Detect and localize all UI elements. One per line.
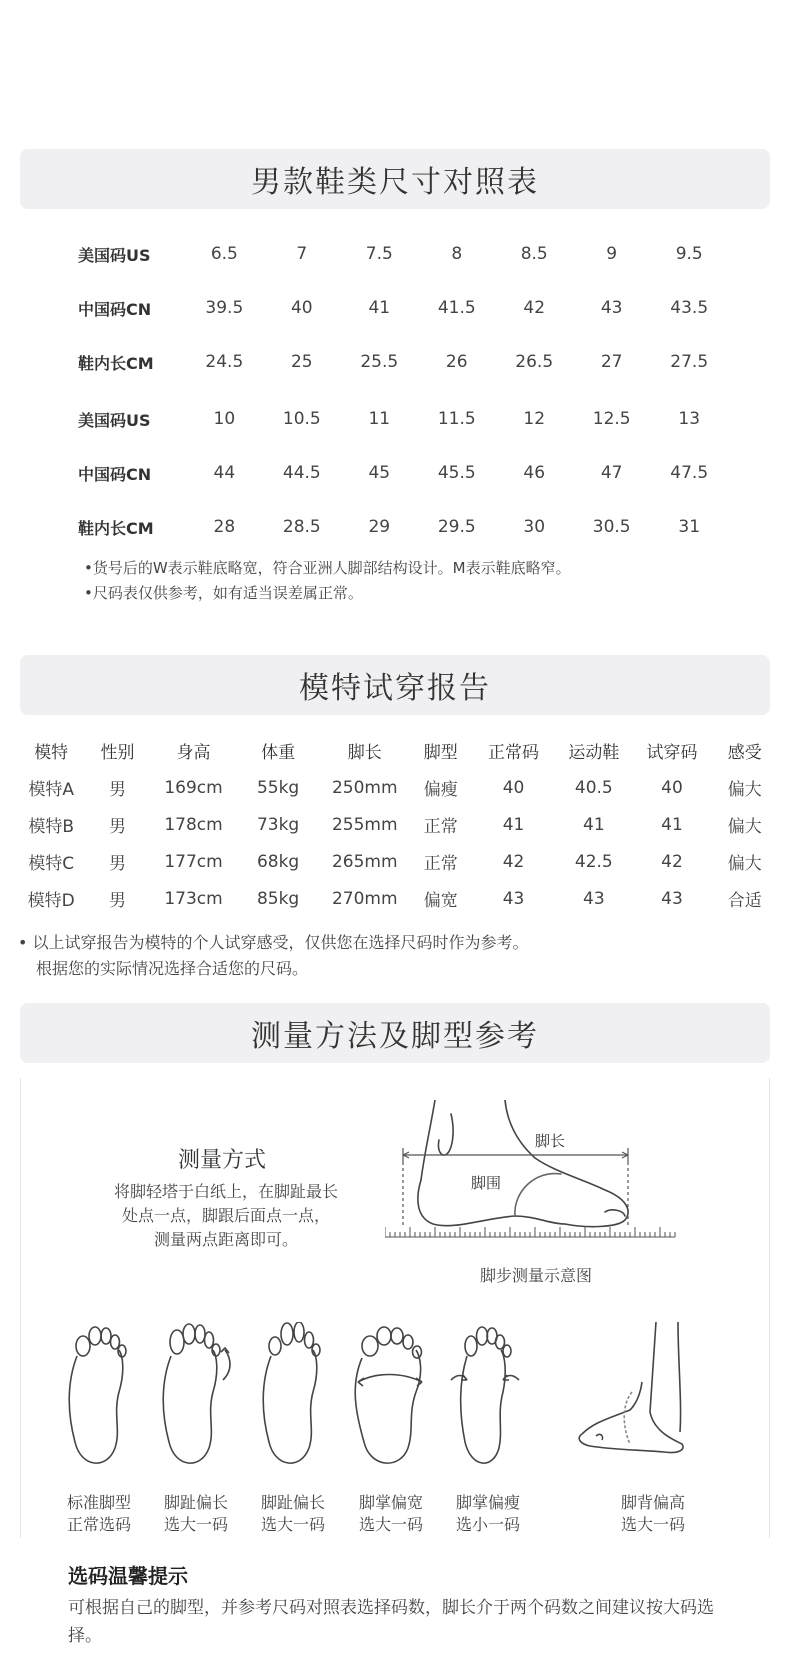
length-label: 脚长 [535,1133,566,1150]
leg-bone-line [438,1114,453,1155]
model-cell: 265mm [331,851,398,872]
size-cell: 25 [290,352,313,372]
model-cell: 85kg [256,888,300,909]
model-cell: 男 [109,854,127,874]
foot-label-high-instep [603,1492,703,1536]
model-cell: 41 [583,814,605,835]
size-cell: 8 [451,244,463,264]
foot-narrow-icon [443,1322,533,1472]
model-cell: 270mm [331,888,398,909]
model-cell: 55kg [256,777,300,798]
model-report-title: 模特试穿报告 [20,655,770,715]
measurement-title: 测量方法及脚型参考 [20,1003,770,1063]
size-cell: 8.5 [520,244,548,264]
model-cell: 42 [502,851,525,872]
model-cell: 偏大 [727,817,762,837]
model-cell: 偏瘦 [423,780,458,800]
model-cell: 模特D [27,891,75,911]
foot-type-narrow [438,1322,538,1472]
size-cell: 47 [600,463,623,483]
size-cell: 7 [296,244,308,264]
size-cell: 27.5 [670,352,709,372]
foot-label-long-toe-b [243,1492,343,1536]
model-report-notes [18,930,529,982]
foot-label-line: 选小一码 [455,1515,520,1534]
foot-measure-diagram [385,1100,705,1260]
model-note-line: • 以上试穿报告为模特的个人试穿感受，仅供您在选择尺码时作为参考。 [18,933,529,952]
girth-arc [515,1174,561,1216]
method-title: 测量方式 [178,1148,267,1173]
size-cell: 10.5 [282,409,321,429]
size-table-first [78,227,728,389]
model-cell: 偏宽 [423,891,458,911]
foot-type-wide [341,1322,441,1472]
model-header-cell: 正常码 [488,743,540,763]
foot-type-long-toe-a [146,1322,246,1472]
size-cell: 6.5 [210,244,238,264]
size-cell: 24.5 [205,352,244,372]
ruler [385,1227,675,1237]
foot-outline-icon [59,1322,139,1472]
model-cell: 40.5 [574,777,613,798]
model-note-line: 根据您的实际情况选择合适您的尺码。 [36,959,309,978]
size-cell: 42 [523,298,546,318]
method-description [96,1180,356,1252]
size-cell: 11 [368,409,391,429]
size-cell: 40 [290,298,313,318]
size-cell: 43 [600,298,623,318]
diagram-caption: 脚步测量示意图 [480,1266,593,1285]
size-cell: 44.5 [282,463,321,483]
size-cell: 28.5 [282,517,321,537]
model-cell: 男 [109,780,127,800]
size-cell: 30 [523,517,546,537]
foot-high-instep-icon [574,1322,704,1472]
model-cell: 178cm [164,814,223,835]
model-header-cell: 性别 [100,743,135,763]
method-desc-line: 测量两点距离即可。 [153,1230,298,1249]
foot-label-line: 标准脚型 [66,1493,131,1512]
leg-back-line [421,1100,435,1180]
size-row-label: 美国码US [78,245,151,265]
size-note-line: •尺码表仅供参考，如有适当误差属正常。 [84,584,363,602]
model-cell: 255mm [331,814,398,835]
model-header-cell: 脚型 [423,743,458,763]
model-table-row [18,880,778,917]
size-cell: 46 [523,463,546,483]
model-cell: 177cm [164,851,223,872]
girth-label: 脚围 [471,1175,502,1192]
size-row-label: 美国码US [78,410,151,430]
size-cell: 28 [213,517,236,537]
model-header-cell: 体重 [261,743,296,763]
size-cell: 44 [213,463,236,483]
model-header-cell: 试穿码 [646,743,698,763]
model-cell: 41 [502,814,525,835]
size-cell: 41.5 [437,298,476,318]
foot-top-line [505,1100,628,1227]
foot-label-narrow [438,1492,538,1536]
model-cell: 173cm [164,888,223,909]
model-cell: 169cm [164,777,223,798]
size-cell: 13 [678,409,701,429]
size-cell: 30.5 [592,517,631,537]
foot-type-high-instep [574,1322,704,1472]
model-cell: 偏大 [727,854,762,874]
model-cell: 68kg [256,851,300,872]
size-cell: 45.5 [437,463,476,483]
model-cell: 正常 [423,854,458,874]
foot-label-wide [341,1492,441,1536]
tip-body: 可根据自己的脚型，并参考尺码对照表选择码数，脚长介于两个码数之间建议按大码选择。 [68,1598,714,1646]
foot-label-line: 脚背偏高 [620,1493,685,1512]
model-cell: 73kg [256,814,300,835]
foot-label-line: 选大一码 [163,1515,228,1534]
foot-type-standard [49,1322,149,1472]
size-table-row [78,392,728,446]
model-cell: 250mm [331,777,398,798]
foot-label-line: 脚趾偏长 [163,1493,228,1512]
size-cell: 10 [213,409,236,429]
model-cell: 41 [661,814,683,835]
size-cell: 43.5 [670,298,709,318]
model-table-row [18,843,778,880]
size-cell: 31 [678,517,701,537]
size-table-row [78,500,728,554]
foot-label-line: 脚掌偏瘦 [455,1493,520,1512]
size-cell: 9.5 [675,244,703,264]
size-cell: 26 [445,352,468,372]
size-chart-notes [84,556,571,606]
foot-wide-icon [346,1322,436,1472]
tip-title: 选码温馨提示 [68,1564,188,1588]
size-cell: 9 [606,244,618,264]
model-header-cell: 身高 [176,743,211,763]
foot-label-long-toe-a [146,1492,246,1536]
size-cell: 26.5 [515,352,554,372]
model-cell: 模特A [28,780,74,800]
model-cell: 43 [583,888,605,909]
foot-long-toe-icon [253,1322,333,1472]
size-table-row [78,335,728,389]
foot-label-line: 选大一码 [620,1515,685,1534]
size-cell: 41 [368,298,391,318]
size-chart-title: 男款鞋类尺寸对照表 [20,149,770,209]
foot-label-line: 选大一码 [358,1515,423,1534]
model-cell: 男 [109,817,127,837]
size-table-row [78,446,728,500]
size-table-row [78,281,728,335]
model-cell: 40 [502,777,525,798]
model-table-row [18,769,778,806]
model-header-cell: 运动鞋 [568,743,620,763]
model-cell: 正常 [423,817,458,837]
model-cell: 42.5 [574,851,613,872]
size-cell: 11.5 [437,409,476,429]
size-cell: 29 [368,517,391,537]
model-table-row [18,806,778,843]
size-row-label: 中国码CN [78,464,152,484]
model-table-header [18,732,778,769]
size-table-row [78,227,728,281]
size-cell: 29.5 [437,517,476,537]
model-cell: 模特B [28,817,75,837]
size-cell: 12 [523,409,546,429]
model-header-cell: 模特 [34,743,69,763]
foot-long-toe-icon [151,1322,241,1472]
size-row-label: 鞋内长CM [78,518,154,538]
size-cell: 7.5 [365,244,393,264]
size-cell: 45 [368,463,391,483]
size-cell: 39.5 [205,298,244,318]
model-cell: 43 [502,888,525,909]
foot-label-standard [49,1492,149,1536]
size-row-label: 鞋内长CM [78,353,154,373]
size-row-label: 中国码CN [78,299,152,319]
model-cell: 偏大 [727,780,762,800]
model-cell: 42 [661,851,683,872]
foot-label-line: 正常选码 [66,1515,131,1534]
size-cell: 47.5 [670,463,709,483]
method-desc-line: 处点一点，脚跟后面点一点， [121,1206,330,1225]
model-cell: 43 [661,888,683,909]
foot-type-long-toe-b [243,1322,343,1472]
size-cell: 27 [600,352,623,372]
model-cell: 模特C [28,854,75,874]
model-report-table [18,732,778,917]
model-cell: 40 [661,777,683,798]
foot-label-line: 脚掌偏宽 [358,1493,423,1512]
size-cell: 12.5 [592,409,631,429]
toenail-line [605,1210,625,1216]
foot-label-line: 脚趾偏长 [260,1493,325,1512]
foot-label-line: 选大一码 [260,1515,325,1534]
size-cell: 25.5 [360,352,399,372]
size-table-second [78,392,728,554]
method-desc-line: 将脚轻塔于白纸上，在脚趾最长 [113,1182,338,1201]
model-cell: 合适 [727,891,762,911]
model-header-cell: 脚长 [347,743,382,763]
model-header-cell: 感受 [727,743,762,763]
size-note-line: •货号后的W表示鞋底略宽，符合亚洲人脚部结构设计。M表示鞋底略窄。 [84,559,571,577]
model-cell: 男 [109,891,127,911]
